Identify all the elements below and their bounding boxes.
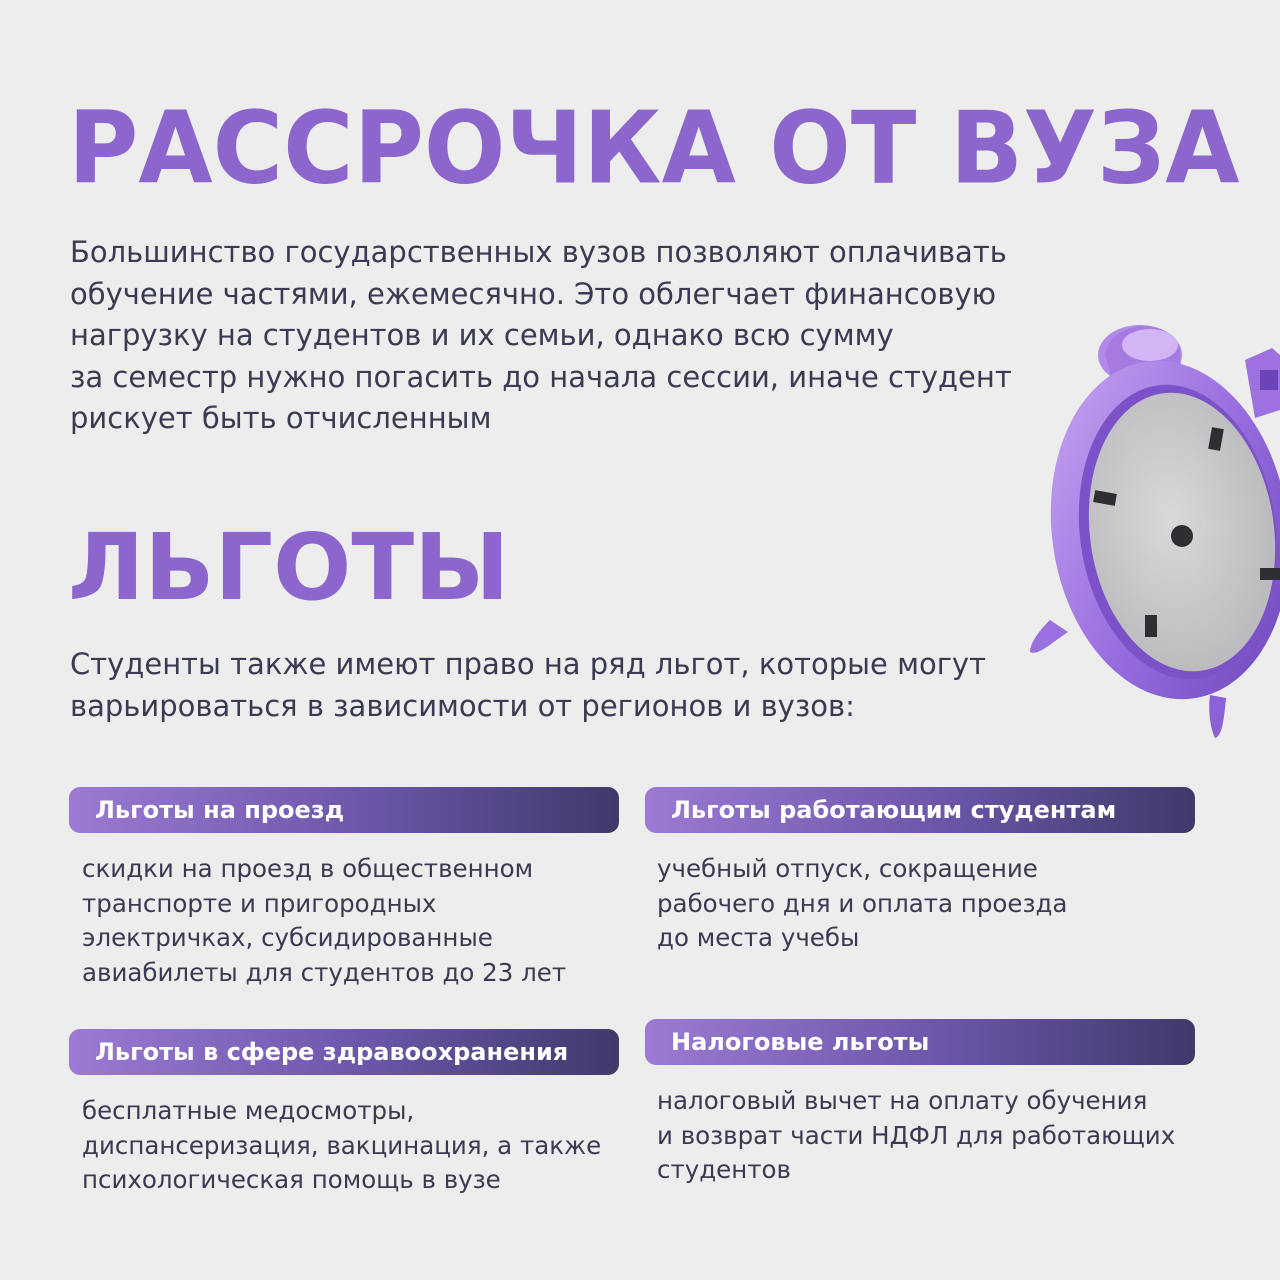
card-title-health: Льготы в сфере здравоохранения <box>69 1029 619 1075</box>
benefits-intro: Студенты также имеют право на ряд льгот, которые могут варьироваться в зависимости от регионов и вузов: <box>70 647 986 723</box>
card-title-transport: Льготы на проезд <box>69 787 619 833</box>
card-text-health: бесплатные медосмотры, диспансеризация, вакцинация, а также психологическая помощь в вузе <box>82 1096 602 1194</box>
card-text-transport: скидки на проезд в общественном транспорте и пригородных электричках, субсидированные авиабилеты для студентов до 23 лет <box>82 854 567 987</box>
installment-paragraph: Большинство государственных вузов позволяют оплачивать обучение частями, ежемесячно. Это облегчает финансовую нагрузку на студентов и их семьи, однако всю сумму за семестр нужно погасить до начала сессии, иначе студент рискует быть отчисленным <box>70 235 1012 435</box>
card-text-tax: налоговый вычет на оплату обучения и возврат части НДФЛ для работающих студентов <box>657 1086 1176 1184</box>
benefits-heading: ЛЬГОТЫ <box>68 514 510 621</box>
page-title: РАССРОЧКА ОТ ВУЗА <box>68 89 1240 207</box>
card-title-working: Льготы работающим студентам <box>645 787 1195 833</box>
card-text-working: учебный отпуск, сокращение рабочего дня и оплата проезда до места учебы <box>657 854 1068 952</box>
card-title-tax: Налоговые льготы <box>645 1019 1195 1065</box>
alarm-clock-icon <box>1010 300 1280 750</box>
